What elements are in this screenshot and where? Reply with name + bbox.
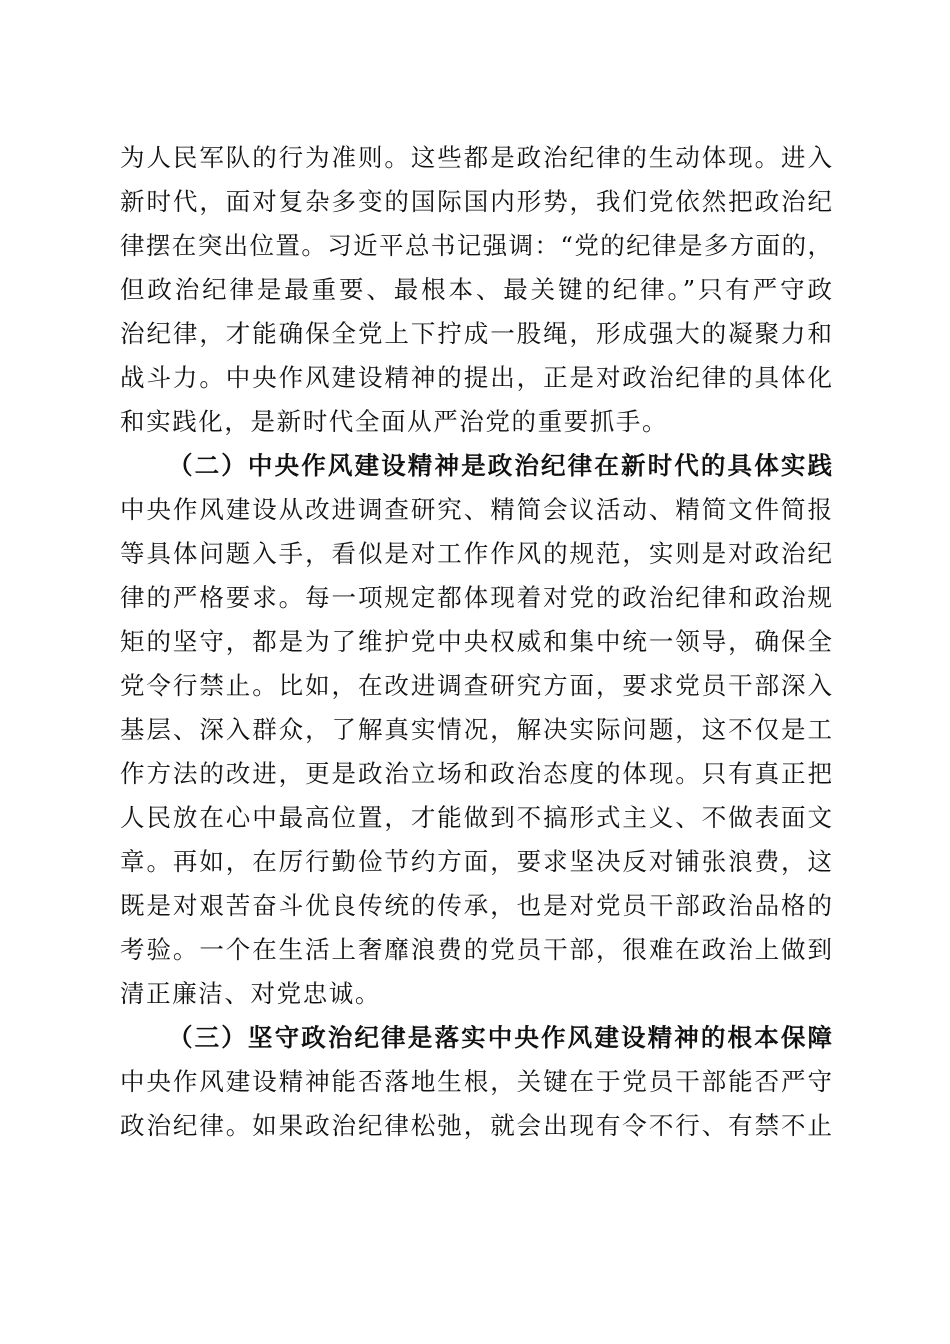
text-line: 章。再如，在厉行勤俭节约方面，要求坚决反对铺张浪费，这	[120, 847, 832, 876]
text-line: 等具体问题入手，看似是对工作作风的规范，实则是对政治纪	[120, 539, 832, 568]
text-line: 战斗力。中央作风建设精神的提出，正是对政治纪律的具体化	[120, 363, 832, 392]
text-line: 中央作风建设从改进调查研究、精简会议活动、精简文件简报	[120, 495, 832, 524]
text-line: 治纪律，才能确保全党上下拧成一股绳，形成强大的凝聚力和	[120, 319, 832, 348]
text-line: 考验。一个在生活上奢靡浪费的党员干部，很难在政治上做到	[120, 935, 832, 964]
text-line: 新时代，面对复杂多变的国际国内形势，我们党依然把政治纪	[120, 187, 832, 216]
text-line	[120, 1150, 832, 1190]
text-line: 为人民军队的行为准则。这些都是政治纪律的生动体现。进入	[120, 143, 832, 172]
text-line: 人民放在心中最高位置，才能做到不搞形式主义、不做表面文	[120, 803, 832, 832]
text-line: 清正廉洁、对党忠诚。	[120, 979, 381, 1008]
text-line: 既是对艰苦奋斗优良传统的传承，也是对党员干部政治品格的	[120, 891, 832, 920]
text-line: 基层、深入群众，了解真实情况，解决实际问题，这不仅是工	[120, 715, 832, 744]
text-line: 政治纪律。如果政治纪律松弛，就会出现有令不行、有禁不止	[120, 1111, 832, 1140]
text-line: 中央作风建设精神能否落地生根，关键在于党员干部能否严守	[120, 1067, 832, 1096]
text-line: 和实践化，是新时代全面从严治党的重要抓手。	[120, 407, 669, 436]
text-line: 作方法的改进，更是政治立场和政治态度的体现。只有真正把	[120, 759, 832, 788]
text-line: 矩的坚守，都是为了维护党中央权威和集中统一领导，确保全	[120, 627, 832, 656]
section-heading-3: （三）坚守政治纪律是落实中央作风建设精神的根本保障	[168, 1023, 832, 1052]
section-heading-2: （二）中央作风建设精神是政治纪律在新时代的具体实践	[168, 451, 832, 480]
text-line: 但政治纪律是最重要、最根本、最关键的纪律。”只有严守政	[120, 275, 832, 304]
text-line: 律的严格要求。每一项规定都体现着对党的政治纪律和政治规	[120, 583, 832, 612]
text-line: 律摆在突出位置。习近平总书记强调：“党的纪律是多方面的，	[120, 231, 832, 260]
text-line: 党令行禁止。比如，在改进调查研究方面，要求党员干部深入	[120, 671, 832, 700]
